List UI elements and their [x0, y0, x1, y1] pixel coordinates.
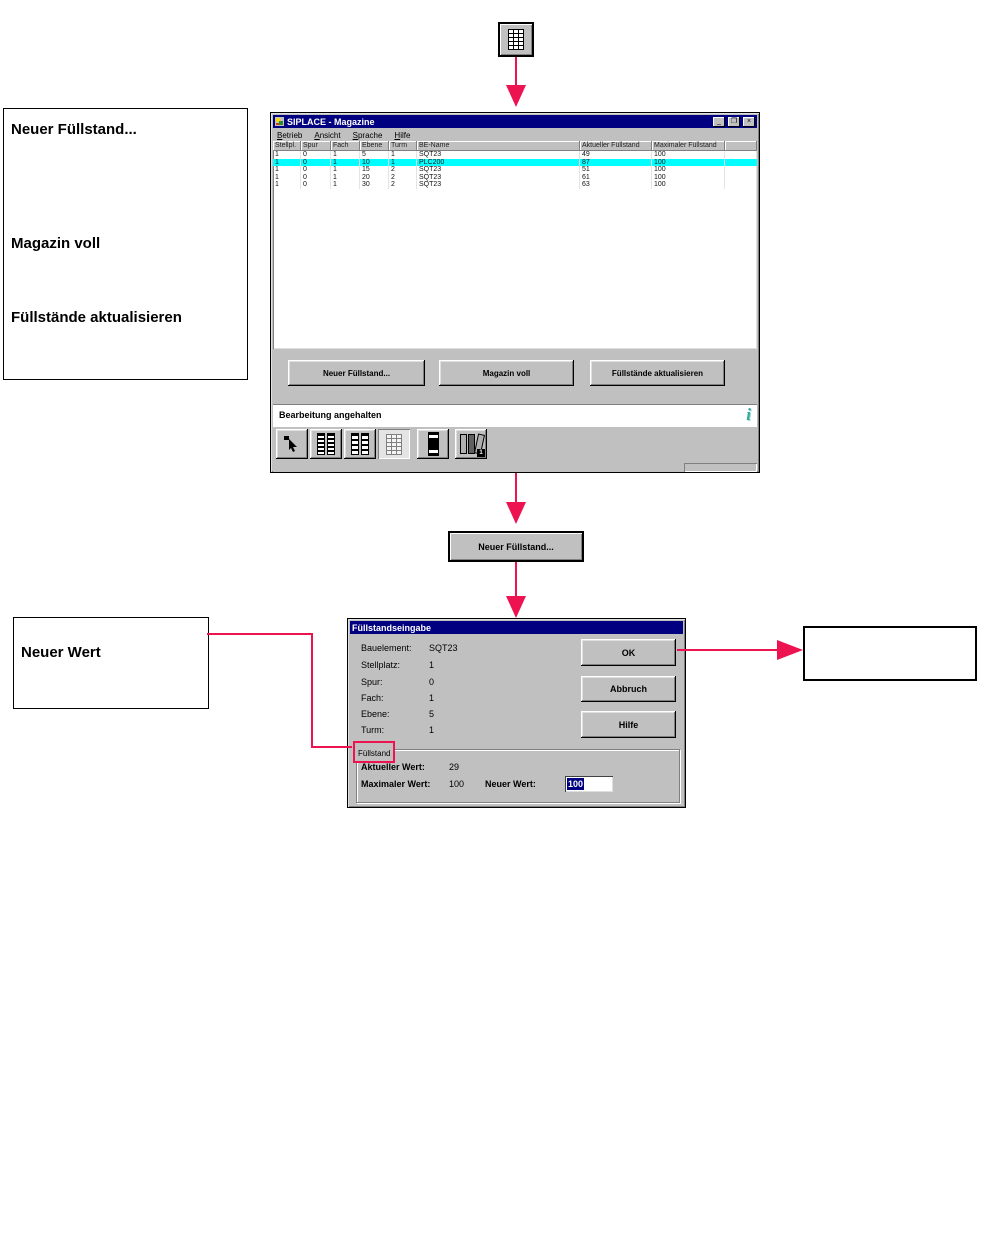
- dialog-title: Füllstandseingabe: [352, 622, 432, 633]
- table-cell: 0: [301, 159, 331, 167]
- note-magazin-voll: Magazin voll: [11, 235, 101, 252]
- table-row-selected[interactable]: [273, 159, 757, 167]
- connector-segment: [311, 746, 352, 748]
- table-cell: SQT23: [417, 166, 580, 174]
- table-cell: SQT23: [417, 151, 580, 159]
- archive-badge: 1: [477, 449, 485, 457]
- column-header[interactable]: Stellpl.: [273, 141, 301, 151]
- table-cell: 100: [652, 159, 725, 167]
- ok-button[interactable]: OK: [581, 639, 676, 666]
- table-cell-filler: [725, 181, 757, 189]
- field-label: Fach:: [361, 693, 384, 703]
- field-value: 5: [429, 709, 435, 719]
- table-cell: 1: [331, 181, 360, 189]
- menu-bar: [273, 129, 757, 141]
- flow-arrow-head-4: [777, 640, 803, 660]
- stick-magazine-icon: [428, 432, 439, 456]
- fuellstand-group-label: Füllstand: [358, 749, 391, 758]
- pointer-icon: [283, 435, 301, 453]
- field-value: 0: [429, 677, 435, 687]
- column-header[interactable]: Turm: [389, 141, 417, 151]
- right-note-box: [803, 626, 977, 681]
- dialog-titlebar[interactable]: [350, 621, 683, 634]
- table-cell: 1: [331, 166, 360, 174]
- field-value: 1: [429, 725, 435, 735]
- toolbar: [273, 426, 757, 463]
- field-label: Bauelement:: [361, 643, 412, 653]
- fuellstand-groupbox: [356, 749, 680, 803]
- table-cell: 10: [360, 159, 389, 167]
- feeder-tape-marked-icon: [361, 433, 369, 455]
- table-cell: 1: [331, 159, 360, 167]
- menu-hilfe-rest: ilfe: [400, 130, 411, 140]
- flow-arrow-line-3: [515, 562, 517, 597]
- status-text: Bearbeitung angehalten: [279, 410, 382, 420]
- table-cell: 100: [652, 181, 725, 189]
- fuellstand-label-highlight: [353, 741, 395, 763]
- table-cell: 1: [331, 174, 360, 182]
- window-titlebar[interactable]: [273, 115, 757, 128]
- window-title: SIPLACE - Magazine: [287, 116, 375, 127]
- minimize-icon[interactable]: _: [713, 117, 725, 127]
- flow-arrow-line-2: [515, 473, 517, 503]
- table-row[interactable]: [273, 174, 757, 182]
- column-header[interactable]: Spur: [301, 141, 331, 151]
- table-cell: 2: [389, 166, 417, 174]
- close-icon[interactable]: ×: [743, 117, 755, 127]
- menu-hilfe-initial: H: [394, 130, 401, 140]
- magazine-table: [273, 141, 757, 349]
- table-cell: 1: [273, 174, 301, 182]
- table-cell: 1: [389, 159, 417, 167]
- flow-neuer-fuellstand-button[interactable]: Neuer Füllstand...: [448, 531, 584, 562]
- table-cell: 1: [273, 166, 301, 174]
- field-label: Ebene:: [361, 709, 390, 719]
- field-label: Stellplatz:: [361, 660, 401, 670]
- menu-betrieb-rest: etrieb: [282, 130, 303, 140]
- field-value: 1: [429, 693, 435, 703]
- magazine-grid-icon-button[interactable]: [498, 22, 534, 57]
- table-cell: 49: [580, 151, 652, 159]
- feeder-tape-button[interactable]: [310, 429, 342, 459]
- fuellstaende-aktualisieren-button[interactable]: Füllstände aktualisieren: [590, 360, 725, 386]
- connector-segment: [207, 633, 313, 635]
- fuellstandseingabe-dialog: [347, 618, 686, 808]
- menu-sprache-rest: prache: [357, 130, 383, 140]
- table-cell: 2: [389, 181, 417, 189]
- table-cell: 100: [652, 151, 725, 159]
- status-bar: [273, 404, 757, 426]
- column-header[interactable]: Fach: [331, 141, 360, 151]
- menu-sprache[interactable]: [353, 131, 383, 140]
- flow-arrow-line-1: [515, 57, 517, 87]
- table-cell-filler: [725, 159, 757, 167]
- field-value: 1: [429, 660, 435, 670]
- table-cell: 0: [301, 166, 331, 174]
- table-cell: 100: [652, 174, 725, 182]
- restore-icon[interactable]: ❐: [728, 117, 740, 127]
- column-header[interactable]: BE-Name: [417, 141, 580, 151]
- menu-ansicht-initial: A: [314, 130, 320, 140]
- neuer-wert-note-box: [13, 617, 209, 709]
- info-icon: i: [746, 405, 751, 424]
- app-icon: [275, 117, 284, 126]
- table-cell: 63: [580, 181, 652, 189]
- flow-arrow-head-3: [506, 596, 526, 618]
- magazin-voll-button[interactable]: Magazin voll: [439, 360, 574, 386]
- field-label: Spur:: [361, 677, 383, 687]
- column-header[interactable]: Maximaler Füllstand: [652, 141, 725, 151]
- feeder-tape-marked-button[interactable]: [344, 429, 376, 459]
- note-neuer-fuellstand: Neuer Füllstand...: [11, 121, 137, 138]
- column-header[interactable]: Ebene: [360, 141, 389, 151]
- field-value: SQT23: [429, 643, 458, 653]
- table-cell: 61: [580, 174, 652, 182]
- table-cell: 20: [360, 174, 389, 182]
- table-cell: 0: [301, 174, 331, 182]
- hilfe-button[interactable]: Hilfe: [581, 711, 676, 738]
- component-archive-button[interactable]: [455, 429, 487, 459]
- field-label: Turm:: [361, 725, 385, 735]
- table-cell: 51: [580, 166, 652, 174]
- aktueller-wert-label: Aktueller Wert:: [361, 762, 425, 772]
- statusbar-panel: [684, 463, 757, 472]
- magazine-grid-button-active[interactable]: [378, 429, 410, 459]
- flow-arrow-line-4: [677, 649, 778, 651]
- pointer-tool-button[interactable]: [276, 429, 308, 459]
- neuer-wert-input[interactable]: [565, 776, 613, 792]
- menu-hilfe[interactable]: [394, 131, 410, 140]
- table-cell: SQT23: [417, 181, 580, 189]
- maximaler-wert-value: 100: [449, 779, 465, 789]
- connector-segment: [311, 633, 313, 748]
- table-cell: 0: [301, 151, 331, 159]
- abbruch-button[interactable]: Abbruch: [581, 676, 676, 702]
- table-cell-filler: [725, 174, 757, 182]
- table-cell: SQT23: [417, 174, 580, 182]
- table-cell: 15: [360, 166, 389, 174]
- magazine-grid-icon: [508, 29, 524, 50]
- table-header-row: [273, 141, 757, 151]
- table-cell: 1: [389, 151, 417, 159]
- menu-ansicht-rest: nsicht: [319, 130, 341, 140]
- table-cell: 2: [389, 174, 417, 182]
- table-cell-filler: [725, 166, 757, 174]
- maximaler-wert-label: Maximaler Wert:: [361, 779, 431, 789]
- menu-betrieb-initial: B: [277, 130, 283, 140]
- note-fuellstaende-aktualisieren: Füllstände aktualisieren: [11, 309, 182, 326]
- table-cell: 1: [331, 151, 360, 159]
- table-cell: 100: [652, 166, 725, 174]
- table-row[interactable]: [273, 151, 757, 159]
- table-row[interactable]: [273, 166, 757, 174]
- column-header[interactable]: Aktueller Füllstand: [580, 141, 652, 151]
- neuer-wert-note-text: Neuer Wert: [21, 644, 101, 661]
- table-cell: 1: [273, 159, 301, 167]
- table-row[interactable]: [273, 181, 757, 189]
- table-cell-filler: [725, 151, 757, 159]
- table-cell: 0: [301, 181, 331, 189]
- table-cell: PLC200: [417, 159, 580, 167]
- feeder-tape-marked-icon: [351, 433, 359, 455]
- table-cell: 1: [273, 151, 301, 159]
- neuer-wert-label: Neuer Wert:: [485, 779, 536, 789]
- stick-magazine-button[interactable]: [417, 429, 449, 459]
- left-note-box: [3, 108, 248, 380]
- column-header-filler: [725, 141, 757, 151]
- flow-arrow-head-1: [506, 85, 526, 107]
- aktueller-wert-value: 29: [449, 762, 460, 772]
- neuer-wert-input-selected-text: 100: [568, 779, 584, 789]
- table-cell: 5: [360, 151, 389, 159]
- flow-arrow-head-2: [506, 502, 526, 524]
- window-bottom-strip: [273, 463, 757, 472]
- feeder-tape-icon: [317, 433, 325, 455]
- menu-betrieb[interactable]: [277, 131, 302, 140]
- feeder-tape-icon: [327, 433, 335, 455]
- neuer-fuellstand-button[interactable]: Neuer Füllstand...: [288, 360, 425, 386]
- magazine-grid-icon: [386, 434, 402, 455]
- table-cell: 30: [360, 181, 389, 189]
- siplace-magazine-window: [270, 112, 760, 473]
- table-cell: 87: [580, 159, 652, 167]
- menu-ansicht[interactable]: [314, 131, 340, 140]
- component-archive-icon: [460, 434, 467, 454]
- table-cell: 1: [273, 181, 301, 189]
- menu-sprache-initial: S: [352, 130, 358, 140]
